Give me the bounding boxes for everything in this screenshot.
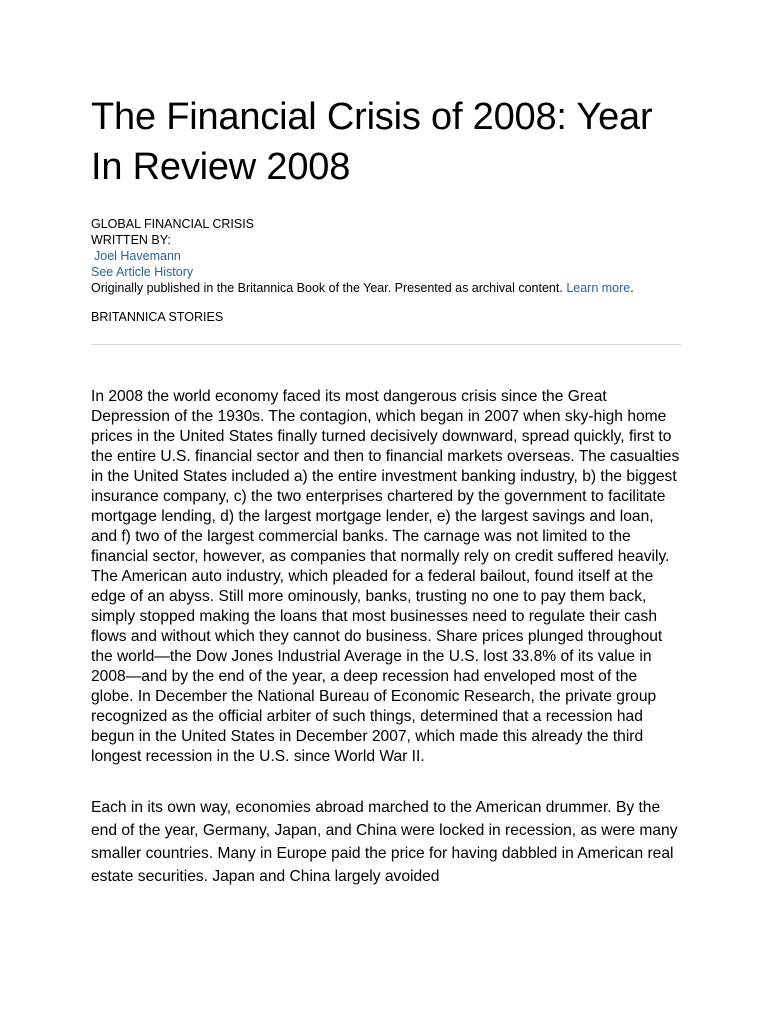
category-label: GLOBAL FINANCIAL CRISIS <box>91 217 255 231</box>
body-paragraph-2: Each in its own way, economies abroad marched to the American drummer. By the end of the year, Germany, Japan, and China were locked in recession, as were many smaller countries. Many in Europe paid the price for having dabbled in American real estate securities. Japan and China largely avoided <box>91 799 678 885</box>
published-note-text: Originally published in the Britannica Book of the Year. Presented as archival content. <box>91 281 563 295</box>
page-title: The Financial Crisis of 2008: Year In Review 2008 <box>91 96 653 188</box>
body-paragraph-1: In 2008 the world economy faced its most dangerous crisis since the Great Depression of the 1930s. The contagion, which began in 2007 when sky-high home prices in the United States finally turned decisively downward, spread quickly, first to the entire U.S. financial sector and then to financial markets overseas. The casualties in the United States included a) the entire investment banking industry, b) the biggest insurance company, c) the two enterprises chartered by the government to facilitate mortgage lending, d) the largest mortgage lender, e) the largest savings and loan, and f) two of the largest commercial banks. The carnage was not limited to the financial sector, however, as companies that normally rely on credit suffered heavily. The American auto industry, which pleaded for a federal bailout, found itself at the edge of an abyss. Still more ominously, banks, trusting no one to pay them back, simply stopped making the loans that most businesses need to regulate their cash flows and without which they cannot do business. Share prices plunged throughout the world—the Dow Jones Industrial Average in the U.S. lost 33.8% of its value in 2008—and by the end of the year, a deep recession had enveloped most of the globe. In December the National Bureau of Economic Research, the private group recognized as the official arbiter of such things, determined that a recession had begun in the United States in December 2007, which made this already the third longest recession in the U.S. since World War II. <box>91 388 680 765</box>
written-by-label: WRITTEN BY: <box>91 233 171 247</box>
author-link[interactable]: Joel Havemann <box>94 249 181 263</box>
learn-more-link[interactable]: Learn more <box>566 281 631 295</box>
published-note: Originally published in the Britannica Book of the Year. Presented as archival content. Learn more. <box>91 281 634 295</box>
britannica-stories-label: BRITANNICA STORIES <box>91 310 224 324</box>
divider <box>91 344 681 345</box>
article-history-link[interactable]: See Article History <box>91 265 194 279</box>
article-meta <box>91 216 681 296</box>
article <box>91 92 681 888</box>
